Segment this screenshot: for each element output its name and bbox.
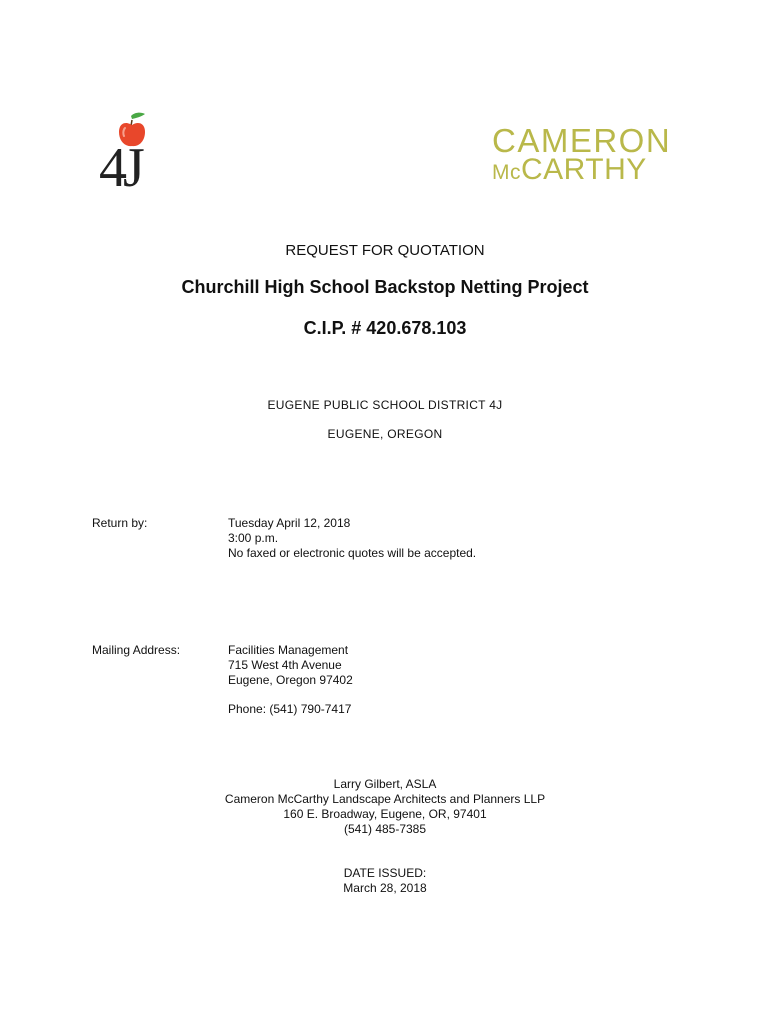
return-time: 3:00 p.m. <box>228 531 279 545</box>
date-issued-value: March 28, 2018 <box>343 881 427 895</box>
firm-logo-line2 <box>492 155 647 185</box>
contact-phone: (541) 485-7385 <box>343 822 427 836</box>
return-by-label: Return by: <box>92 516 148 530</box>
mailing-line2: 715 West 4th Avenue <box>228 658 342 672</box>
mailing-line1: Facilities Management <box>228 643 349 657</box>
contact-address: 160 E. Broadway, Eugene, OR, 97401 <box>283 807 487 821</box>
contact-block <box>0 777 770 837</box>
firm-logo-mc: Mc <box>492 161 521 184</box>
mailing-line3: Eugene, Oregon 97402 <box>228 673 353 687</box>
date-issued-label: DATE ISSUED: <box>343 866 427 880</box>
return-date: Tuesday April 12, 2018 <box>228 516 351 530</box>
firm-logo-line1: CAMERON <box>492 122 672 159</box>
contact-name: Larry Gilbert, ASLA <box>333 777 437 791</box>
date-issued-block <box>0 866 770 896</box>
return-note: No faxed or electronic quotes will be accepted. <box>228 546 477 560</box>
district-4j-logo <box>95 110 155 206</box>
district-name: EUGENE PUBLIC SCHOOL DISTRICT 4J <box>267 398 503 412</box>
mailing-phone: Phone: (541) 790-7417 <box>228 702 352 716</box>
project-title: Churchill High School Backstop Netting Project <box>181 277 589 297</box>
district-city: EUGENE, OREGON <box>327 427 443 441</box>
firm-logo-carthy: CARTHY <box>521 153 647 186</box>
document-type: REQUEST FOR QUOTATION <box>285 242 485 259</box>
mailing-address-label: Mailing Address: <box>92 643 181 657</box>
return-by-block <box>228 516 476 561</box>
district-logo-text: 4J <box>99 137 141 199</box>
contact-company: Cameron McCarthy Landscape Architects and Planners LLP <box>224 792 546 806</box>
mailing-address-block <box>228 643 353 688</box>
cameron-mccarthy-logo <box>492 124 692 188</box>
cip-number: C.I.P. # 420.678.103 <box>303 318 467 338</box>
